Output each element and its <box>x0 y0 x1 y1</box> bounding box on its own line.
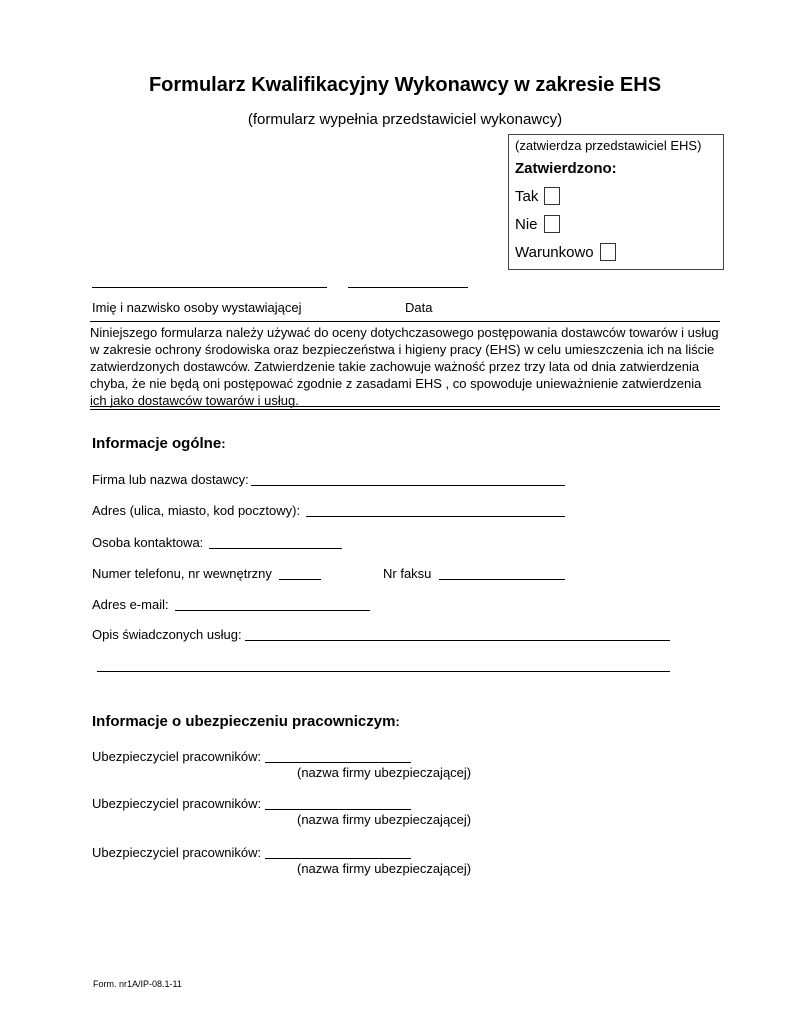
option-tak-label: Tak <box>515 187 539 205</box>
insurer-label-3: Ubezpieczyciel pracowników: <box>92 845 262 860</box>
company-field[interactable] <box>251 485 565 486</box>
approval-heading: Zatwierdzono: <box>515 160 617 177</box>
phone-field[interactable] <box>279 579 321 580</box>
checkbox-warunkowo[interactable] <box>600 243 616 261</box>
insurance-heading-text: Informacje o ubezpieczeniu pracowniczym <box>92 713 396 730</box>
notice-bottom-rule-2 <box>90 409 720 410</box>
fax-field[interactable] <box>439 579 565 580</box>
signature-date-line[interactable] <box>348 287 468 288</box>
general-heading-text: Informacje ogólne <box>92 435 222 452</box>
insurance-heading <box>92 713 400 731</box>
insurer-hint-2: (nazwa firmy ubezpieczającej) <box>297 812 472 827</box>
insurer-field-2[interactable] <box>265 809 411 810</box>
general-heading <box>92 435 226 453</box>
insurer-field-3[interactable] <box>265 858 411 859</box>
services-field-line-2[interactable] <box>97 671 670 672</box>
insurer-label-2: Ubezpieczyciel pracowników: <box>92 796 262 811</box>
contact-field[interactable] <box>209 548 342 549</box>
insurance-heading-colon: : <box>395 714 400 729</box>
signature-name-line[interactable] <box>92 287 327 288</box>
option-warunkowo-label: Warunkowo <box>515 243 594 261</box>
company-label: Firma lub nazwa dostawcy: <box>92 472 249 487</box>
fax-label: Nr faksu <box>383 566 432 581</box>
option-nie-label: Nie <box>515 215 538 233</box>
form-number: Form. nr1A/IP-08.1-11 <box>93 979 182 989</box>
approval-box <box>508 134 724 270</box>
approval-note: (zatwierdza przedstawiciel EHS) <box>515 138 702 153</box>
form-title: Formularz Kwalifikacyjny Wykonawcy w zakresie EHS <box>148 74 662 96</box>
checkbox-nie[interactable] <box>544 215 560 233</box>
insurer-hint-3: (nazwa firmy ubezpieczającej) <box>297 861 472 876</box>
address-label: Adres (ulica, miasto, kod pocztowy): <box>92 503 301 518</box>
insurer-field-1[interactable] <box>265 762 411 763</box>
services-field[interactable] <box>245 640 670 641</box>
insurer-label-1: Ubezpieczyciel pracowników: <box>92 749 262 764</box>
option-warunkowo[interactable] <box>515 243 616 261</box>
notice-bottom-rule <box>90 406 720 407</box>
checkbox-tak[interactable] <box>544 187 560 205</box>
notice-text: Niniejszego formularza należy używać do oceny dotychczasowego postępowania dostawców towarów i usług w zakresie ochrony środowiska oraz bezpieczeństwa i higieny pracy (EHS) w celu umieszczenia ich na liście zatwierdzonych dostawców. Zatwierdzenie takie zachowuje ważność przez trzy lata od dnia zatwierdzenia chyba, że nie będą oni postępować zgodnie z zasadami EHS , co spowoduje unieważnienie zatwierdzenia ich jako dostawców towarów i usług. <box>90 325 719 408</box>
option-tak[interactable] <box>515 187 560 205</box>
email-field[interactable] <box>175 610 370 611</box>
address-field[interactable] <box>306 516 565 517</box>
option-nie[interactable] <box>515 215 560 233</box>
insurer-hint-1: (nazwa firmy ubezpieczającej) <box>297 765 472 780</box>
email-label: Adres e-mail: <box>92 597 169 612</box>
phone-label: Numer telefonu, nr wewnętrzny <box>92 566 272 581</box>
services-label: Opis świadczonych usług: <box>92 627 242 642</box>
signature-date-label: Data <box>405 300 433 315</box>
notice-top-rule <box>90 321 720 322</box>
contact-label: Osoba kontaktowa: <box>92 535 204 550</box>
form-subtitle: (formularz wypełnia przedstawiciel wykonawcy) <box>247 111 563 128</box>
general-heading-colon: : <box>221 436 226 451</box>
signature-name-label: Imię i nazwisko osoby wystawiającej <box>92 300 302 315</box>
